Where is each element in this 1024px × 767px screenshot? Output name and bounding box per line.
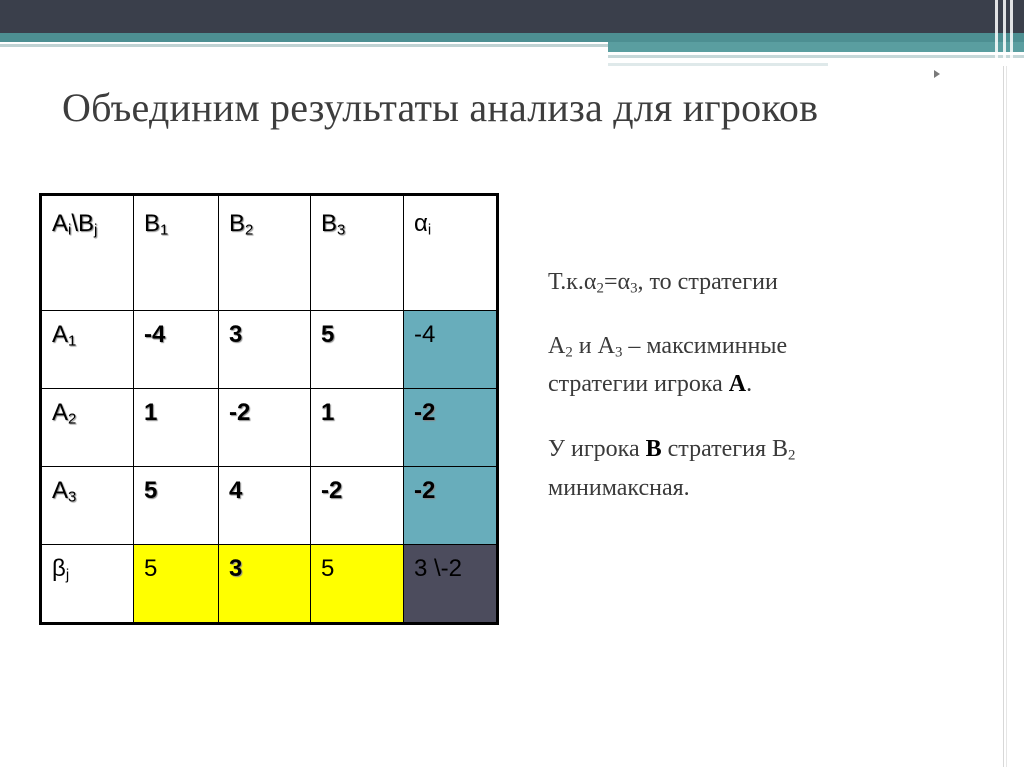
explanation-line-4 <box>548 433 988 465</box>
header-line-right <box>608 55 1024 58</box>
beta-cell: 5 <box>134 545 219 623</box>
corner-sub-j: j <box>94 222 98 239</box>
row-label-sub: 2 <box>68 411 77 428</box>
row-label-sub: j <box>65 567 70 584</box>
alpha-sub: 3 <box>630 280 638 297</box>
header-bar-teal-right <box>608 42 1024 52</box>
right-border-line <box>1006 66 1007 767</box>
header-b1-main: B <box>144 210 161 237</box>
header-stripe <box>995 0 998 66</box>
header-alpha-main: α <box>414 210 428 237</box>
alpha-cell: -4 <box>404 311 497 389</box>
header-b3-sub: 3 <box>337 222 346 239</box>
header-line-right-short <box>608 63 828 66</box>
row-label-beta <box>42 545 134 623</box>
cell: -2 <box>219 389 311 467</box>
header-cell-alpha <box>404 196 497 311</box>
cell: 1 <box>134 389 219 467</box>
text-strategy-b: стратегия B <box>661 436 788 462</box>
table-row <box>42 311 497 389</box>
text-maximin: – максиминные <box>622 333 788 359</box>
text-player-has: У игрока <box>548 436 646 462</box>
header-stripe <box>1003 0 1006 66</box>
alpha-cell: -2 <box>404 389 497 467</box>
header-bar-teal <box>0 33 1024 42</box>
strategy-sub: 2 <box>788 447 796 464</box>
cell: 4 <box>219 467 311 545</box>
payoff-matrix-table <box>41 195 497 623</box>
explanation-line-1 <box>548 266 988 298</box>
alpha-cell: -2 <box>404 467 497 545</box>
header-b2-main: B <box>229 210 246 237</box>
text-then-strategies: , то стратегии <box>637 269 778 295</box>
header-alpha-sub: i <box>427 222 432 239</box>
cell: 1 <box>311 389 404 467</box>
text-minimax: минимаксная. <box>548 475 690 501</box>
alpha-sub: 2 <box>596 280 604 297</box>
cell: -4 <box>134 311 219 389</box>
equals-sign: = <box>603 269 618 295</box>
cell: 3 <box>219 311 311 389</box>
table-row <box>42 389 497 467</box>
explanation-line-5 <box>548 472 988 504</box>
header-b1-sub: 1 <box>160 222 169 239</box>
text-tk: Т.к. <box>548 269 584 295</box>
corner-sub-i: i <box>68 222 72 239</box>
player-a-bold: A <box>728 371 747 397</box>
beta-cell: 3 <box>219 545 311 623</box>
header-cell-b3 <box>311 196 404 311</box>
alpha-symbol: α <box>583 269 597 295</box>
row-label-main: A <box>52 399 69 426</box>
strategy-a: A <box>548 333 566 359</box>
text-and-a: и A <box>572 333 615 359</box>
row-label-sub: 3 <box>68 489 77 506</box>
right-border-line <box>1003 66 1004 767</box>
header-line <box>0 44 608 47</box>
table-row <box>42 467 497 545</box>
player-b-bold: B <box>645 436 662 462</box>
table-header-row <box>42 196 497 311</box>
header-cell-b2 <box>219 196 311 311</box>
row-label-a3 <box>42 467 134 545</box>
row-label-sub: 1 <box>68 333 77 350</box>
row-label-main: A <box>52 321 69 348</box>
triangle-marker-icon <box>934 70 940 78</box>
cell: 5 <box>134 467 219 545</box>
explanation-line-2 <box>548 330 988 362</box>
beta-row <box>42 545 497 623</box>
row-label-main: β <box>52 555 66 582</box>
header-b2-sub: 2 <box>245 222 254 239</box>
text-player-strategies: стратегии игрока <box>548 371 729 397</box>
corner-header-cell <box>42 196 134 311</box>
corner-a: A <box>52 210 69 237</box>
text-period: . <box>746 371 753 397</box>
row-label-main: A <box>52 477 69 504</box>
row-label-a1 <box>42 311 134 389</box>
row-label-a2 <box>42 389 134 467</box>
alpha-symbol: α <box>617 269 631 295</box>
beta-cell: 5 <box>311 545 404 623</box>
strategy-sub: 3 <box>614 344 623 361</box>
explanation-line-3 <box>548 368 988 400</box>
slide-title: Объединим результаты анализа для игроков <box>62 85 819 130</box>
header-bar-dark <box>0 0 1024 33</box>
header-b3-main: B <box>321 210 338 237</box>
cell: 5 <box>311 311 404 389</box>
cell: -2 <box>311 467 404 545</box>
corner-separator: \B <box>71 210 95 237</box>
header-stripe <box>1010 0 1013 66</box>
strategy-sub: 2 <box>565 344 573 361</box>
saddle-corner-cell: 3 \-2 <box>404 545 497 623</box>
header-cell-b1 <box>134 196 219 311</box>
